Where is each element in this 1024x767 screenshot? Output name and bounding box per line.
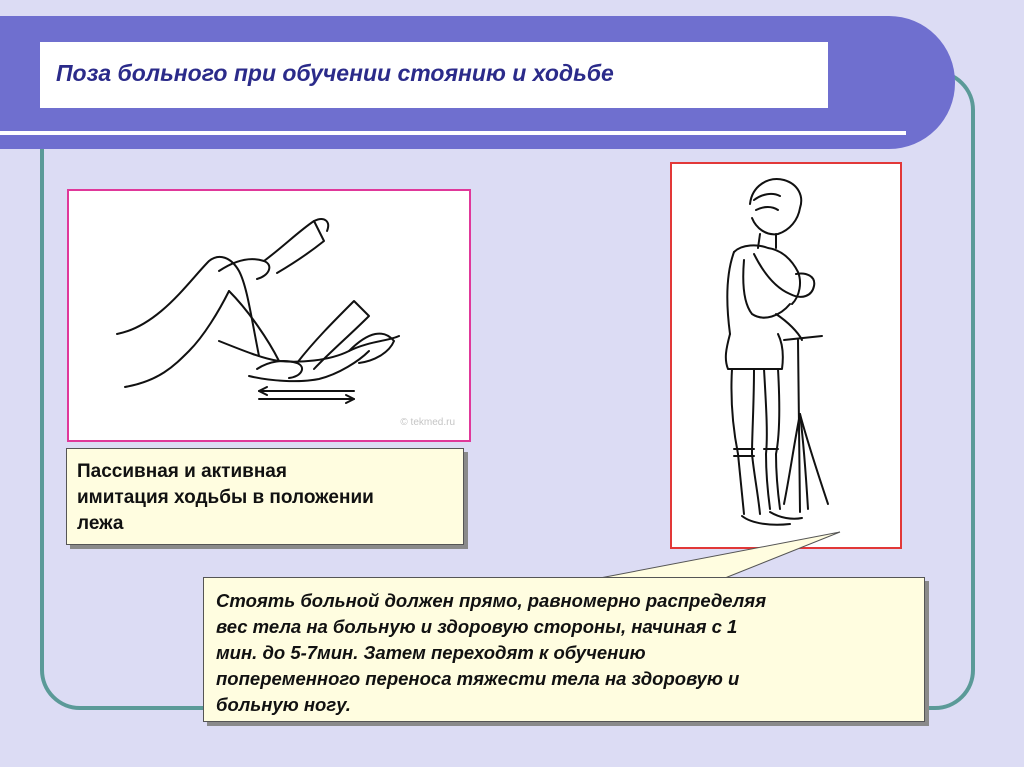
callout-line-4: попеременного переноса тяжести тела на здоровую и [216,668,740,689]
callout-line-2: вес тела на больную и здоровую стороны, начиная с 1 [216,616,738,637]
callout-line-3: мин. до 5-7мин. Затем переходят к обучению [216,642,646,663]
left-caption-line-3: лежа [77,513,124,534]
left-caption-line-2: имитация ходьбы в положении [77,487,374,508]
page-title: Поза больного при обучении стоянию и ходьбе [56,60,614,86]
left-caption-line-1: Пассивная и активная [77,461,287,482]
right-callout-box [203,577,925,722]
watermark-text: © tekmed.ru [400,417,455,428]
callout-line-1: Стоять больной должен прямо, равномерно распределяя [216,590,767,611]
callout-line-5: больную ногу. [216,694,351,715]
